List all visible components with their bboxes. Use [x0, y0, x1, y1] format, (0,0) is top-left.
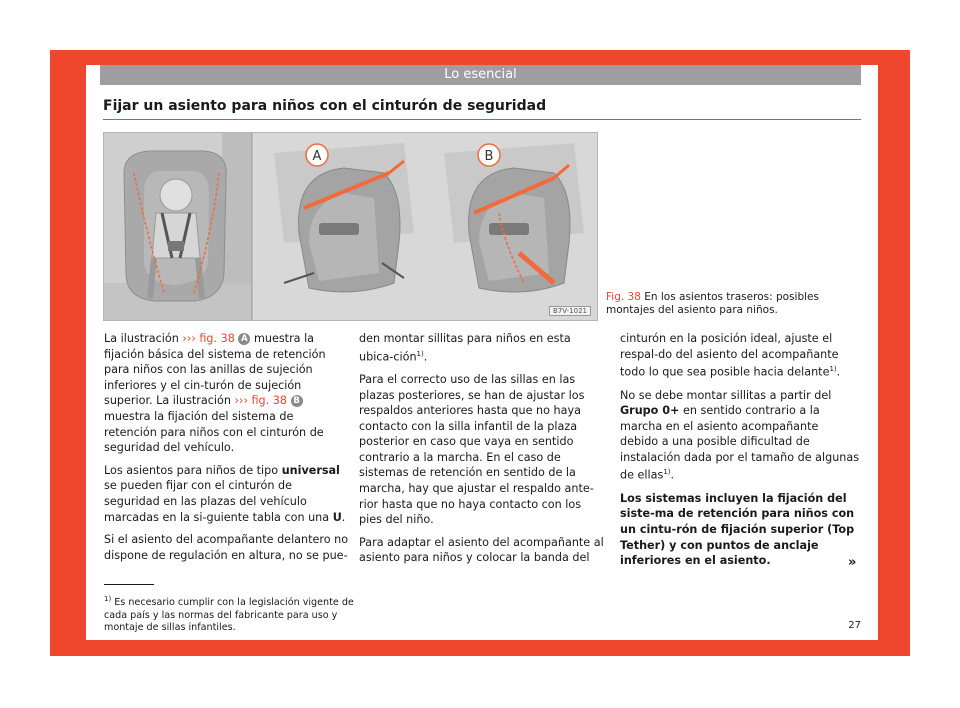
paragraph: den montar sillitas para niños en esta ubica-ción$^{1)}$.	[359, 332, 571, 364]
header-bar: Lo esencial	[100, 65, 861, 85]
paragraph: No se debe montar sillitas a partir del Grupo 0+ en sentido contrario a la marcha en el asiento acompañante debido a una posible dificultad de instalación dada por el tamaño de algunas de ellas$^{1)}$.	[620, 388, 860, 483]
paragraph: cinturón en la posición ideal, ajuste el respal-do del asiento del acompañante todo lo que sea posible hacia delante$^{1)}$.	[620, 332, 841, 379]
column-1	[104, 331, 349, 570]
marker-a-icon: A	[238, 333, 250, 345]
section-title: Fijar un asiento para niños con el cinturón de seguridad	[103, 98, 547, 114]
paragraph: Para el correcto uso de las sillas en las plazas posteriores, se han de ajustar los respaldos anteriores hasta que no haya contacto con la silla infantil de la plaza posterior en caso que vaya en sentido contrario a la marcha. En el caso de sistemas de retención en sentido de la marcha, hay que ajustar el respaldo ante-rior hasta que no haya contacto con los pies del niño.	[359, 372, 594, 527]
paragraph: Los asientos para niños de tipo universal se pueden fijar con el cinturón de seguridad en las plazas del vehículo marcadas en la si-guiente tabla con una U.	[104, 463, 346, 524]
figure-code: B7V-1021	[549, 306, 591, 316]
paragraph: Para adaptar el asiento del acompañante al asiento para niños y colocar la banda del	[359, 535, 604, 565]
title-rule	[103, 119, 861, 120]
figure-link[interactable]: fig. 38	[195, 332, 235, 345]
paragraph: Si el asiento del acompañante delantero no dispone de regulación en altura, no se pue-	[104, 533, 349, 562]
footnote-ref: 1)	[663, 468, 671, 477]
figure-illustration	[103, 132, 598, 321]
page-number: 27	[848, 620, 861, 631]
figure-marker-a: A	[312, 149, 322, 164]
marker-b-icon: B	[291, 395, 303, 407]
figure-marker-b: B	[484, 149, 494, 164]
caption-label: Fig. 38	[606, 291, 641, 303]
caption-text: En los asientos traseros: posibles montajes del asiento para niños.	[606, 291, 819, 316]
page-frame	[50, 50, 910, 656]
figure-link[interactable]: fig. 38	[247, 394, 287, 408]
continue-arrow-icon: »	[848, 555, 857, 570]
column-2	[359, 331, 604, 573]
page	[86, 65, 878, 640]
footnote: $^{1)}$ Es necesario cumplir con la legislación vigente de cada país y las normas del fabricante para uso y montaje de sillas infantiles.	[104, 595, 354, 634]
footnote-ref: 1)	[416, 349, 424, 358]
paragraph: La ilustración ››› fig. 38 A muestra la fijación básica del sistema de retención para niños con las anillas de sujeción inferiores y el cin-turón de sujeción superior. La ilustración ››› fig. 38 B muestra la fijación del sistema de retención para niños con el cinturón de seguridad del vehículo.	[104, 332, 326, 455]
column-3	[620, 331, 860, 576]
footnote-rule	[104, 584, 154, 585]
child-seat-illustration	[104, 133, 597, 320]
footnote-ref: 1)	[829, 365, 837, 374]
bold-paragraph: Los sistemas incluyen la fijación del siste-ma de retención para niños con un cintu-rón de fijación superior (Top Tether) y con puntos de anclaje inferiores en el asiento.	[620, 491, 855, 568]
figure-caption	[606, 291, 861, 317]
